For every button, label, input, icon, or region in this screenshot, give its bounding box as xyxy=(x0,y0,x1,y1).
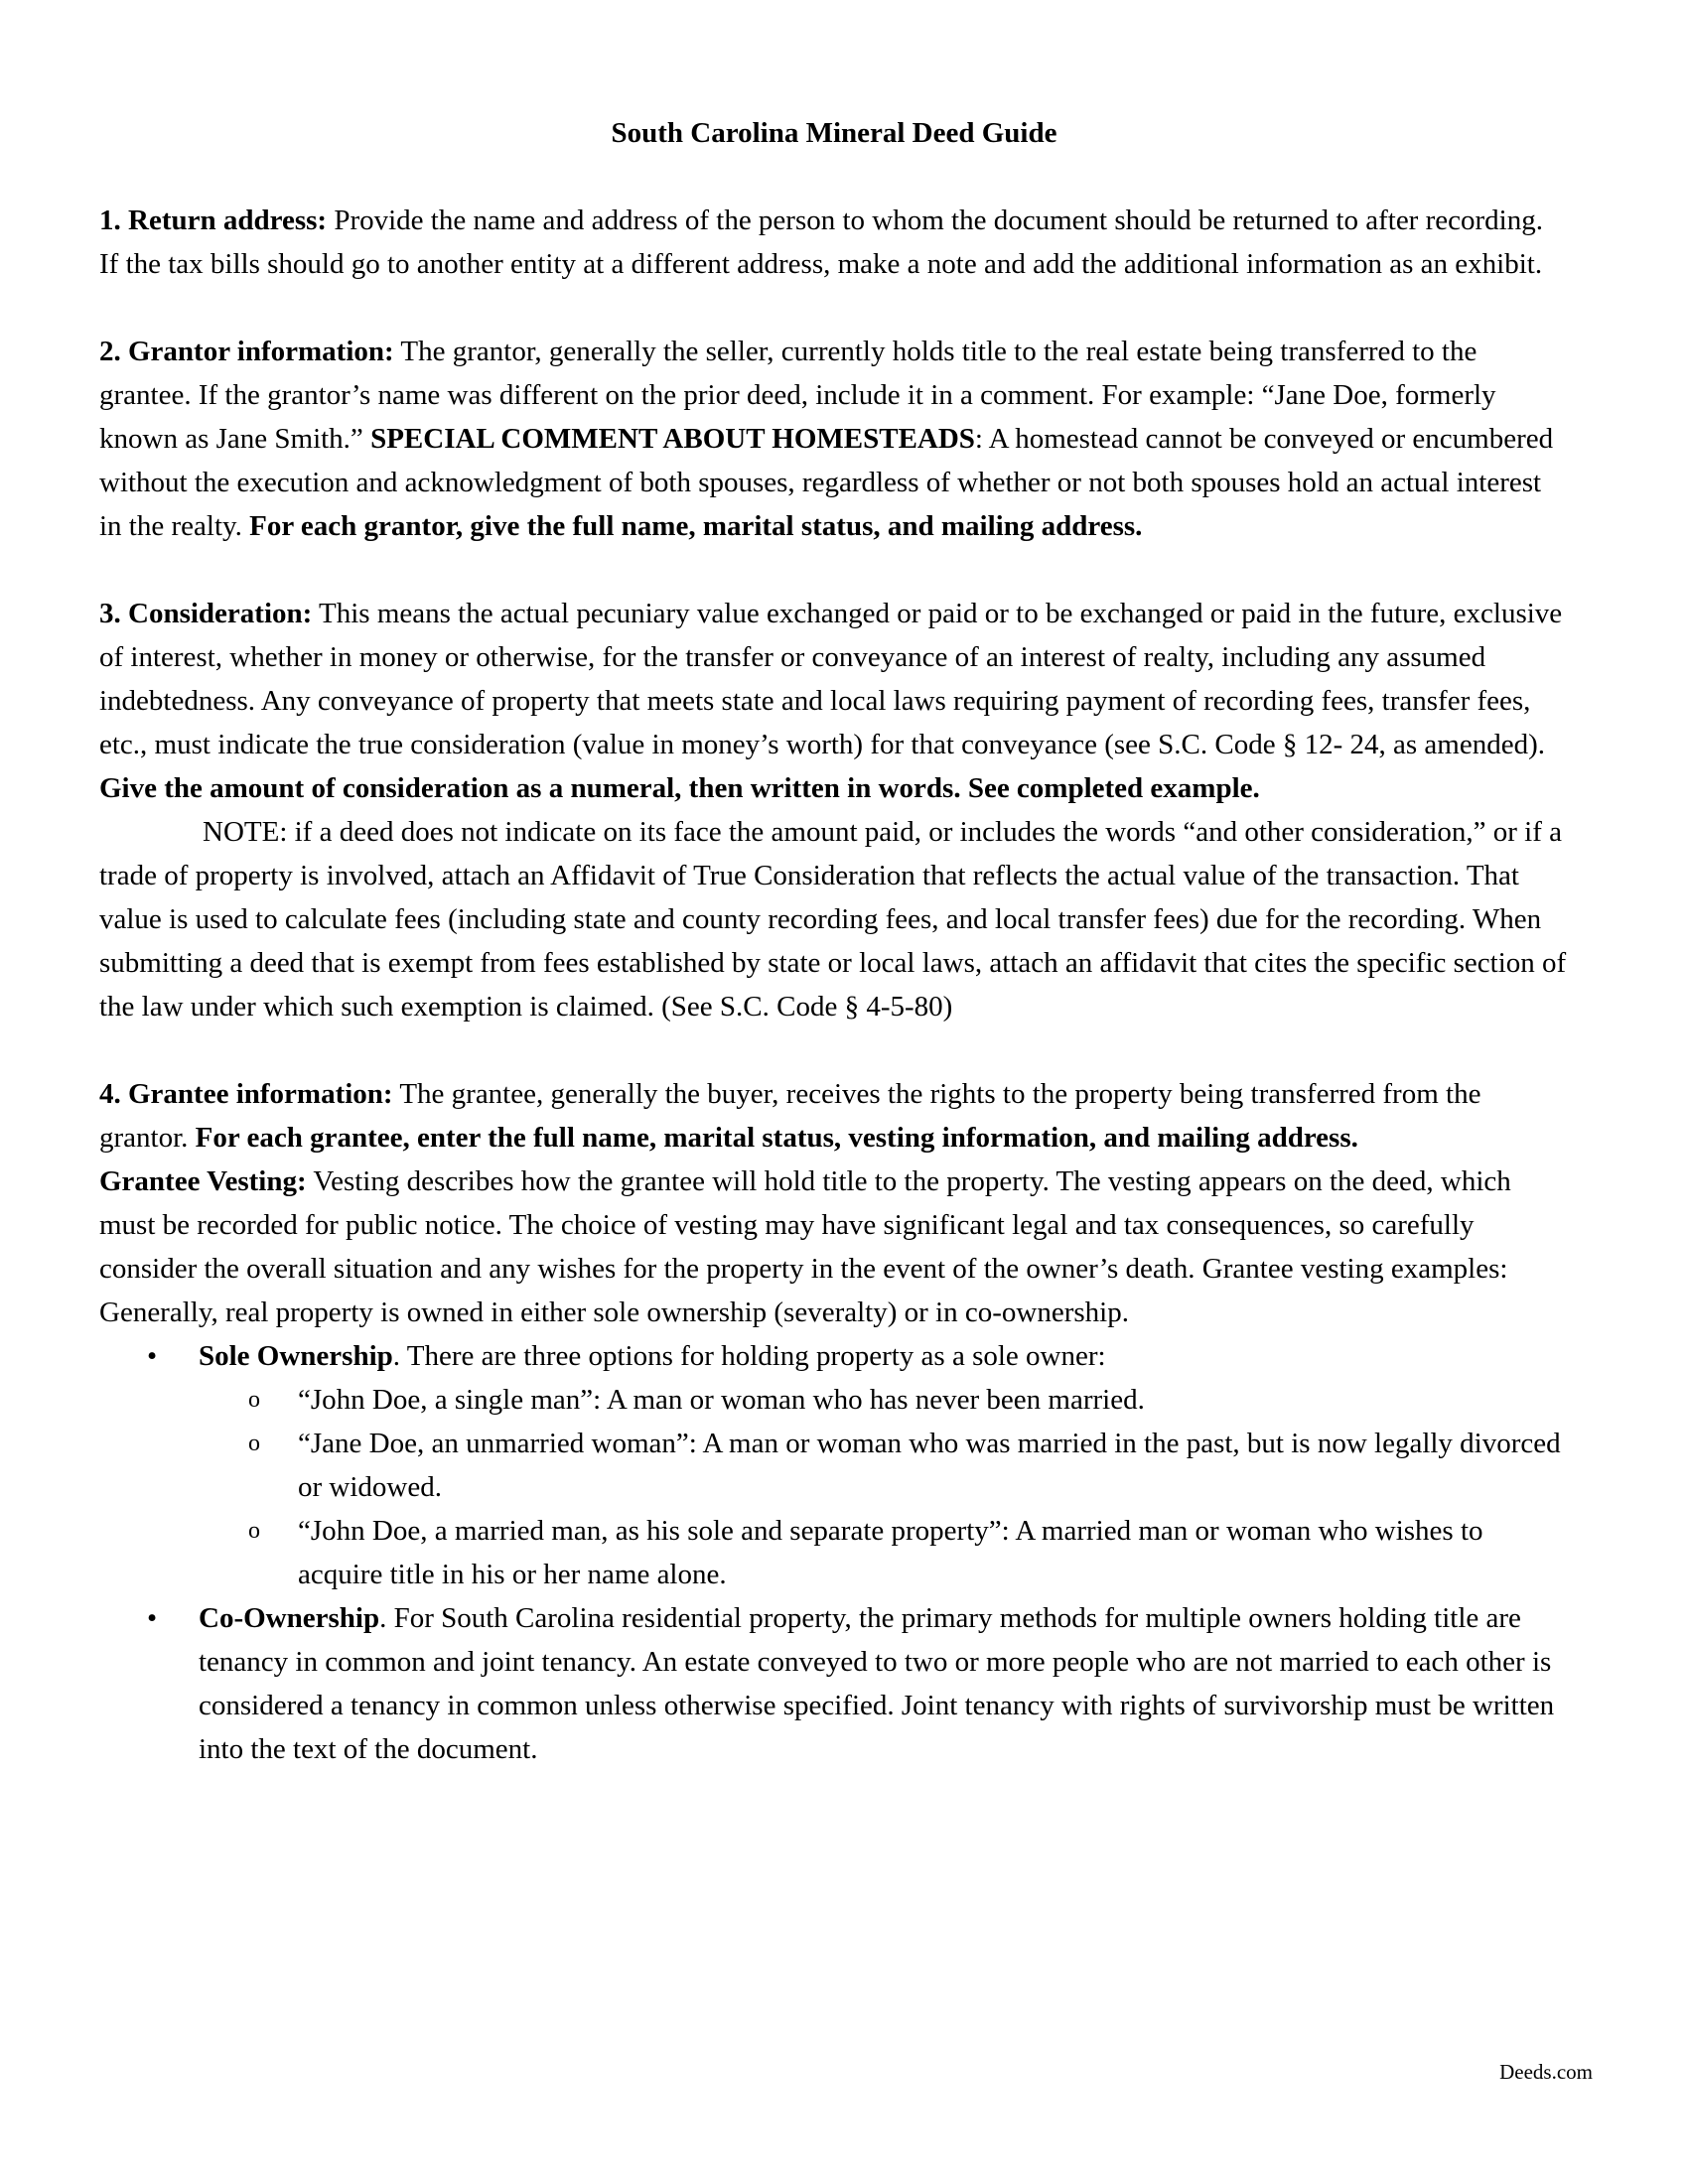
section-instruction: Give the amount of consideration as a numeral, then written in words. See completed example. xyxy=(99,772,1260,804)
special-comment-label: SPECIAL COMMENT ABOUT HOMESTEADS xyxy=(370,423,975,455)
list-item-text: . There are three options for holding property as a sole owner: xyxy=(392,1340,1106,1372)
sub-bullet-icon: o xyxy=(248,1518,260,1544)
section-text: This means the actual pecuniary value exchanged or paid or to be exchanged or paid in the future, exclusive of interest, whether in money or otherwise, for the transfer or conveyance of an interest of realty, including any assumed indebtedness. Any conveyance of property that meets state and local laws requiring payment of recording fees, transfer fees, etc., must indicate the true consideration (value in money’s worth) for that conveyance (see S.C. Code § 12- 24, as amended). xyxy=(99,598,1563,760)
section-instruction: For each grantee, enter the full name, marital status, vesting information, and mailing address. xyxy=(195,1122,1358,1154)
section-text: The grantee, generally the buyer, receives the rights to the property being transferred from the grantor. xyxy=(99,1078,1481,1154)
list-item-text: “Jane Doe, an unmarried woman”: A man or woman who was married in the past, but is now legally divorced or widowed. xyxy=(298,1428,1561,1503)
grantee-vesting xyxy=(99,1160,1569,1291)
section-instruction: For each grantor, give the full name, marital status, and mailing address. xyxy=(249,510,1143,542)
bullet-icon: • xyxy=(147,1340,158,1372)
section-label: 2. Grantor information: xyxy=(99,336,394,367)
ownership-general: Generally, real property is owned in either sole ownership (severalty) or in co-ownership. xyxy=(99,1297,1129,1328)
section-label: 1. Return address: xyxy=(99,205,328,236)
list-item-co-ownership xyxy=(99,1596,1569,1771)
page-title: South Carolina Mineral Deed Guide xyxy=(611,117,1057,149)
list-item-sole-ownership xyxy=(99,1334,1569,1596)
grantee-intro xyxy=(99,1072,1569,1160)
section-label: 3. Consideration: xyxy=(99,598,313,629)
sub-bullet-icon: o xyxy=(248,1387,260,1413)
list-item-text: . For South Carolina residential property, the primary methods for multiple owners holding title are tenancy in common and joint tenancy. An estate conveyed to two or more people who are not married to each other is considered a tenancy in common unless otherwise specified. Joint tenancy with rights of survivorship must be written into the text of the document. xyxy=(199,1602,1555,1765)
list-item-text: “John Doe, a single man”: A man or woman who has never been married. xyxy=(298,1384,1145,1416)
section-consideration xyxy=(99,592,1569,810)
list-item xyxy=(199,1509,1569,1596)
section-text: The grantor, generally the seller, currently holds title to the real estate being transferred to the grantee. If the grantor’s name was different on the prior deed, include it in a comment. For example: “Jane Doe, formerly known as Jane Smith.” xyxy=(99,336,1496,455)
footer-brand: Deeds.com xyxy=(1499,2060,1593,2084)
section-return-address xyxy=(99,199,1569,286)
document-body xyxy=(99,111,1569,1771)
sub-bullet-icon: o xyxy=(248,1431,260,1456)
vesting-label: Grantee Vesting: xyxy=(99,1165,307,1197)
section-grantor-information xyxy=(99,330,1569,548)
section-text: : A homestead cannot be conveyed or encumbered without the execution and acknowledgment of both spouses, regardless of whether or not both spouses hold an actual interest in the realty. xyxy=(99,423,1554,542)
vesting-text: Vesting describes how the grantee will hold title to the property. The vesting appears on the deed, which must be recorded for public notice. The choice of vesting may have significant legal and tax consequences, so carefully consider the overall situation and any wishes for the property in the event of the owner’s death. Grantee vesting examples: xyxy=(99,1165,1511,1285)
section-text: Provide the name and address of the person to whom the document should be returned to after recording. If the tax bills should go to another entity at a different address, make a note and add the additional information as an exhibit. xyxy=(99,205,1543,280)
list-item-text: “John Doe, a married man, as his sole and separate property”: A married man or woman who wishes to acquire title in his or her name alone. xyxy=(298,1515,1483,1590)
list-item xyxy=(199,1422,1569,1509)
ownership-list xyxy=(99,1334,1569,1771)
list-item-label: Sole Ownership xyxy=(199,1340,393,1372)
list-item xyxy=(199,1378,1569,1422)
sole-ownership-options xyxy=(199,1378,1569,1596)
section-label: 4. Grantee information: xyxy=(99,1078,393,1110)
consideration-note: NOTE: if a deed does not indicate on its face the amount paid, or includes the words “and other consideration,” or if a trade of property is involved, attach an Affidavit of True Consideration that reflects the actual value of the transaction. That value is used to calculate fees (including state and county recording fees, and local transfer fees) due for the recording. When submitting a deed that is exempt from fees established by state or local laws, attach an affidavit that cites the specific section of the law under which such exemption is claimed. (See S.C. Code § 4-5-80) xyxy=(99,816,1567,1023)
list-item-label: Co-Ownership xyxy=(199,1602,380,1634)
section-grantee-information xyxy=(99,1072,1569,1771)
bullet-icon: • xyxy=(147,1602,158,1634)
